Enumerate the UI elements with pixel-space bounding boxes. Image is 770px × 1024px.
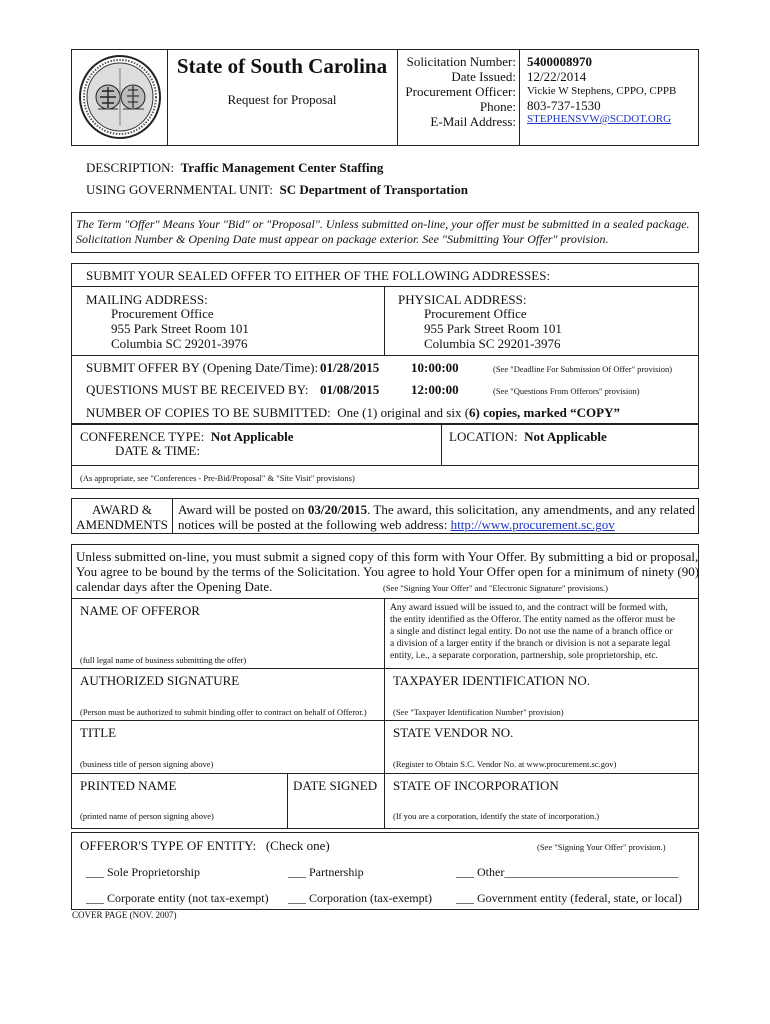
state-of-incorporation-note: (If you are a corporation, identify the state of incorporation.)	[393, 811, 600, 821]
state-of-incorporation-field[interactable]	[390, 794, 694, 810]
doc-type: Request for Proposal	[227, 92, 337, 107]
offeror-name-label: NAME OF OFFEROR	[80, 603, 200, 618]
offer-by-note: (See "Deadline For Submission Of Offer" provision)	[493, 364, 673, 374]
questions-note: (See "Questions From Offerors" provision)	[493, 386, 640, 396]
state-seal	[78, 54, 162, 140]
offer-by-time: 10:00:00	[411, 360, 459, 375]
solicitation-number: 5400008970	[527, 54, 592, 69]
location-label: LOCATION:	[449, 429, 518, 444]
entity-option-government[interactable]: ___ Government entity (federal, state, or local)	[456, 891, 682, 905]
printed-name-label: PRINTED NAME	[80, 778, 177, 793]
state-vendor-note: (Register to Obtain S.C. Vendor No. at www.procurement.sc.gov)	[393, 759, 617, 769]
taxpayer-id-field[interactable]	[390, 688, 694, 706]
entity-option-corporation-tax-exempt[interactable]: ___ Corporation (tax-exempt)	[288, 891, 432, 905]
entity-option-corporate-not-exempt[interactable]: ___ Corporate entity (not tax-exempt)	[86, 891, 269, 905]
footer-label: COVER PAGE (NOV. 2007)	[72, 910, 177, 920]
conference-type-label: CONFERENCE TYPE:	[80, 429, 205, 444]
copies-rest: ) copies, marked “COPY”	[475, 405, 620, 420]
award-text-line-2	[178, 517, 615, 533]
mailing-line-1: Procurement Office	[111, 306, 214, 321]
entity-option-partnership[interactable]: ___ Partnership	[288, 865, 364, 879]
offeror-name-note: (full legal name of business submitting the offer)	[80, 655, 247, 665]
award-info	[390, 602, 696, 662]
using-unit-row	[86, 182, 468, 198]
description-value: Traffic Management Center Staffing	[180, 160, 384, 175]
questions-date: 01/08/2015	[320, 382, 380, 397]
authorized-signature-note: (Person must be authorized to submit binding offer to contract on behalf of Offeror.)	[80, 707, 367, 717]
title-label: TITLE	[80, 725, 117, 740]
entity-label: OFFEROR'S TYPE OF ENTITY:	[80, 838, 257, 853]
description-row	[86, 160, 383, 176]
award-info-line-2: the entity identified as the Offeror. The entity named as the offeror must be	[390, 615, 675, 625]
location-value: Not Applicable	[524, 429, 607, 444]
using-unit-value: SC Department of Transportation	[279, 182, 468, 197]
award-text-3: notices will be posted at the following web address:	[178, 517, 451, 532]
procurement-url-link[interactable]: http://www.procurement.sc.gov	[450, 517, 615, 532]
printed-name-note: (printed name of person signing above)	[80, 811, 214, 821]
copies-num: 6	[469, 405, 476, 420]
procurement-officer: Vickie W Stephens, CPPO, CPPB	[527, 85, 677, 97]
signing-note: (See "Signing Your Offer" and "Electronic Signature" provisions.)	[383, 583, 609, 593]
signing-line-3: calendar days after the Opening Date.	[76, 579, 273, 594]
copies-row	[86, 405, 620, 421]
state-title: State of South Carolina	[176, 54, 388, 78]
award-text-1: Award will be posted on	[178, 502, 308, 517]
authorized-signature-label: AUTHORIZED SIGNATURE	[80, 673, 240, 688]
offer-by-label: SUBMIT OFFER BY (Opening Date/Time):	[86, 360, 319, 375]
date-issued-label: Date Issued:	[451, 69, 516, 84]
award-label-1: AWARD &	[92, 502, 152, 517]
title-note: (business title of person signing above)	[80, 759, 214, 769]
award-info-line-3: a single and distinct legal entity. Do not use the name of a branch office or	[390, 627, 673, 637]
questions-time: 12:00:00	[411, 382, 459, 397]
mailing-line-3: Columbia SC 29201-3976	[111, 336, 248, 351]
date-signed-label: DATE SIGNED	[293, 778, 378, 793]
location-row	[449, 429, 607, 445]
date-issued: 12/22/2014	[527, 69, 587, 84]
award-info-line-5: entity, i.e., a separate corporation, partnership, sole proprietorship, etc.	[390, 651, 658, 661]
award-info-line-4: a division of a larger entity if the branch or division is not a separate legal	[390, 639, 671, 649]
entity-row	[80, 838, 330, 854]
offer-by-date: 01/28/2015	[320, 360, 380, 375]
award-label-2: AMENDMENTS	[76, 517, 168, 532]
award-text-line-1	[178, 502, 695, 518]
authorized-signature-field[interactable]	[76, 688, 380, 706]
mailing-line-2: 955 Park Street Room 101	[111, 321, 249, 336]
date-signed-field[interactable]	[290, 794, 380, 824]
state-vendor-label: STATE VENDOR NO.	[393, 725, 514, 740]
offer-notice: The Term "Offer" Means Your "Bid" or "Proposal". Unless submitted on-line, your offer must be submitted in a sealed package. Solicitation Number & Opening Date must appear on package exterior. See "Submitting Your Offer" provision.	[76, 217, 690, 246]
phone: 803-737-1530	[527, 98, 601, 113]
state-vendor-field[interactable]	[390, 741, 694, 757]
conference-note: (As appropriate, see "Conferences - Pre-Bid/Proposal" & "Site Visit" provisions)	[80, 473, 355, 483]
award-date: 03/20/2015	[307, 502, 368, 517]
signing-line-1: Unless submitted on-line, you must submit a signed copy of this form with Your Offer. By submitting a bid or proposal,	[76, 549, 699, 564]
entity-check: (Check one)	[265, 838, 330, 853]
submit-heading: SUBMIT YOUR SEALED OFFER TO EITHER OF THE FOLLOWING ADDRESSES:	[86, 268, 551, 283]
entity-option-sole-proprietorship[interactable]: ___ Sole Proprietorship	[86, 865, 200, 879]
procurement-officer-label: Procurement Officer:	[405, 84, 516, 99]
copies-text: One (1) original and six (	[337, 405, 470, 420]
award-text-2: . The award, this solicitation, any amendments, and any related	[367, 502, 696, 517]
email-label: E-Mail Address:	[430, 114, 516, 129]
email-link[interactable]: STEPHENSVW@SCDOT.ORG	[527, 113, 672, 125]
entity-option-other[interactable]: ___ Other_____________________________	[456, 865, 679, 879]
state-of-incorporation-label: STATE OF INCORPORATION	[393, 778, 559, 793]
entity-note: (See "Signing Your Offer" provision.)	[537, 842, 666, 852]
copies-label: NUMBER OF COPIES TO BE SUBMITTED:	[86, 405, 331, 420]
description-label: DESCRIPTION:	[86, 160, 175, 175]
solicitation-number-label: Solicitation Number:	[406, 54, 516, 69]
questions-label: QUESTIONS MUST BE RECEIVED BY:	[86, 382, 309, 397]
physical-line-1: Procurement Office	[424, 306, 527, 321]
conference-type-value: Not Applicable	[210, 429, 294, 444]
printed-name-field[interactable]	[76, 794, 282, 810]
phone-label: Phone:	[479, 99, 516, 114]
physical-line-2: 955 Park Street Room 101	[424, 321, 562, 336]
signing-line-2: You agree to be bound by the terms of the Solicitation. You agree to hold Your Offer open for a minimum of ninety (90)	[76, 564, 700, 579]
award-info-line-1: Any award issued will be issued to, and the contract will be formed with,	[390, 603, 668, 613]
using-unit-label: USING GOVERNMENTAL UNIT:	[86, 182, 274, 197]
title-field[interactable]	[76, 741, 380, 757]
conference-date-label: DATE & TIME:	[115, 443, 200, 458]
mailing-address-label: MAILING ADDRESS:	[86, 292, 208, 307]
taxpayer-id-note: (See "Taxpayer Identification Number" provision)	[393, 707, 564, 717]
taxpayer-id-label: TAXPAYER IDENTIFICATION NO.	[393, 673, 590, 688]
physical-line-3: Columbia SC 29201-3976	[424, 336, 561, 351]
offeror-name-field[interactable]	[76, 620, 380, 650]
physical-address-label: PHYSICAL ADDRESS:	[398, 292, 527, 307]
